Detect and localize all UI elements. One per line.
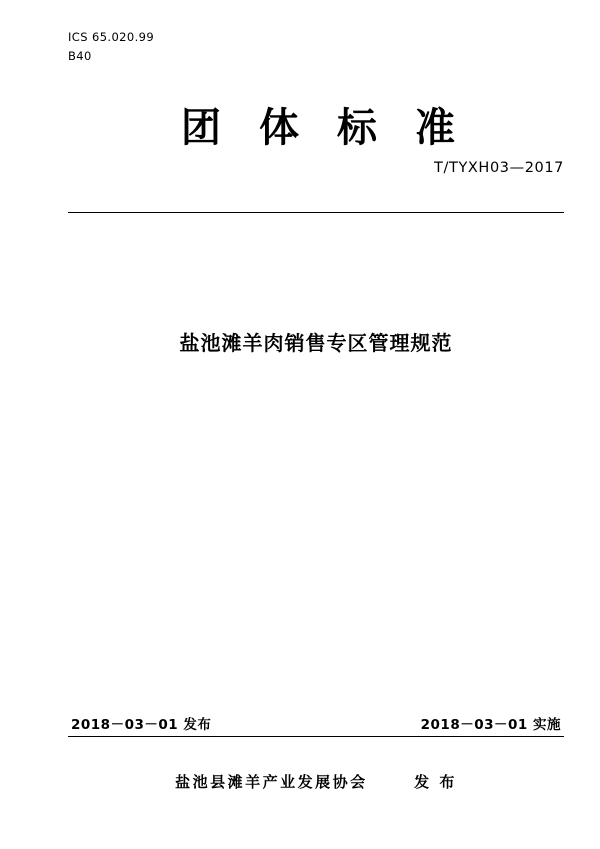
cover-content [68, 0, 564, 849]
issue-verb: 发 布 [414, 773, 457, 791]
footer-divider [68, 736, 564, 737]
issuer-name: 盐池县滩羊产业发展协会 [175, 773, 368, 791]
classification-codes [68, 28, 154, 66]
dates-row [68, 713, 564, 733]
issuer-row [68, 771, 564, 792]
header-divider [68, 212, 564, 213]
standard-number: T/TYXH03—2017 [434, 160, 564, 176]
effective-date: 2018－03－01 实施 [420, 717, 561, 733]
ics-code: ICS 65.020.99 [68, 30, 155, 44]
classification-code: B40 [68, 49, 92, 63]
issue-date: 2018－03－01 发布 [71, 717, 212, 733]
document-title: 盐池滩羊肉销售专区管理规范 [179, 331, 453, 355]
standard-type-title: 团体标准 [181, 105, 493, 151]
